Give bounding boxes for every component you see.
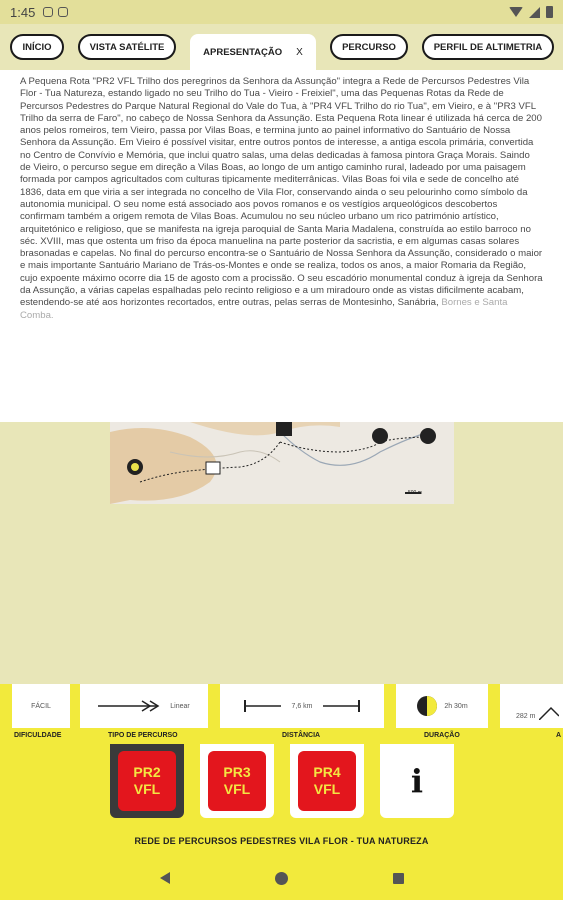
stats-strip bbox=[0, 684, 563, 730]
info-icon: i bbox=[410, 762, 424, 800]
route-suffix: VFL bbox=[133, 781, 161, 797]
tab-label: PERCURSO bbox=[342, 41, 396, 53]
altitude-cell bbox=[500, 684, 563, 728]
signal-icon bbox=[529, 7, 540, 18]
difficulty-label: DIFICULDADE bbox=[14, 732, 62, 739]
type-label: TIPO DE PERCURSO bbox=[108, 732, 178, 739]
bottom-panel bbox=[0, 744, 563, 856]
description-body: A Pequena Rota "PR2 VFL Trilho dos peregrinos da Senhora da Assunção" integra a Rede de Percursos Pedestres Vila Flor - Tua Natureza, estando ligado no seu Trilho do Tua - Vieiro - Freixiel", uma das Pequenas Rotas da Rede de Percursos Pedestres do Parque Natural Regional do Vale do Tua, à "PR4 VFL Trilho do rio Tua", em Vieiro, e à "PR3 VFL Trilho da serra de Faro", no cabeço de Nossa Senhora da Assunção. Esta Pequena Rota linear é utilizada há cerca de 200 anos pelos romeiros, tem Vieiro, passa por Vilas Boas, e termina junto ao painel informativo do Santuário de Nossa Senhora da Assunção. Em Vieiro é possível visitar, entre outros pontos de interesse, a antiga escola primária, convertida no Centro de Convívio e Memória, que inclui quatro salas, uma delas dedicadas à famosa pintora Graça Morais. Saindo de Vieiro, o percurso segue em direção a Vilas Boas, ao longo de um antigo caminho rural, ladeado por uma paisagem formada por campos agricultados com culturas tipicamente mediterrânicas. Vilas Boas foi vila e sede de concelho até 1836, data em que viria a ser integrada no concelho de Vila Flor, conservando ainda o seu pelourinho como símbolo da autonomia municipal. O seu nome está associado aos povos romanos e os vestígios arqueológicos descobertos confirmam também a origem remota de Vilas Boas. Acumulou no seu núcleo urbano um rico património artístico, arquitetónico e religioso, que se manifesta na igreja paroquial de Santa Maria Madalena, construída ao estilo barroco no séc. XVIII, mas que ostenta um friso da época manuelina na parte posterior da sacristia, e em algumas casas solares brasonadas e capelas. No final do percurso encontra-se o Santuário de Nossa Senhora da Assunção, considerado o maior e mais importante Santuário Mariano de Trás-os-Montes e onde se realiza, todos os anos, a maior Romaria da Região, cujo expoente máximo ocorre dia 15 de agosto com a procissão. O seu escadório monumental conduz à igreja da Senhora da Assunção, a várias capelas espalhadas pelo recinto religioso e a um miradouro onde as vistas dificilmente acabam, estendendo-se até aos horizontes recortados, entre outras, pelas serras de Montesinho, Sanábria, bbox=[20, 76, 543, 309]
route-map[interactable] bbox=[110, 422, 454, 504]
status-bar bbox=[0, 0, 563, 24]
tab-apresentacao[interactable] bbox=[190, 34, 316, 70]
tab-vista-satelite[interactable] bbox=[78, 34, 176, 60]
distance-cell bbox=[220, 684, 384, 728]
wifi-icon bbox=[509, 7, 523, 17]
tab-label: APRESENTAÇÃO bbox=[203, 46, 283, 58]
altitude-icon bbox=[539, 706, 559, 720]
tab-percurso[interactable] bbox=[330, 34, 408, 60]
altitude-value: 282 m bbox=[516, 713, 536, 720]
info-button[interactable] bbox=[380, 744, 454, 818]
difficulty-cell bbox=[12, 684, 70, 728]
route-badge bbox=[298, 751, 356, 811]
route-suffix: VFL bbox=[223, 781, 251, 797]
difficulty-value: FÁCIL bbox=[31, 702, 51, 710]
system-nav-bar bbox=[0, 856, 563, 900]
clock-icon bbox=[416, 695, 438, 717]
description-panel[interactable] bbox=[0, 70, 563, 422]
tab-perfil-altimetria[interactable] bbox=[422, 34, 554, 60]
route-badge bbox=[118, 751, 176, 811]
route-button-pr3[interactable] bbox=[200, 744, 274, 818]
tab-label: VISTA SATÉLITE bbox=[89, 41, 165, 53]
recent-apps-icon[interactable] bbox=[393, 873, 404, 884]
stats-labels bbox=[0, 730, 563, 744]
route-button-pr2[interactable] bbox=[110, 744, 184, 818]
notification-icon-2 bbox=[58, 7, 68, 17]
route-code: PR3 bbox=[223, 764, 251, 780]
map-graphic bbox=[110, 422, 454, 504]
battery-icon bbox=[546, 6, 553, 18]
distance-right-icon bbox=[321, 700, 361, 712]
notification-icon bbox=[43, 7, 53, 17]
duration-cell bbox=[396, 684, 488, 728]
status-time: 1:45 bbox=[10, 4, 36, 20]
tab-label: INÍCIO bbox=[22, 41, 52, 53]
distance-left-icon bbox=[243, 700, 283, 712]
duration-value: 2h 30m bbox=[444, 702, 468, 710]
home-icon[interactable] bbox=[275, 872, 288, 885]
back-icon[interactable] bbox=[160, 872, 170, 884]
tab-label: PERFIL DE ALTIMETRIA bbox=[433, 41, 543, 53]
duration-label: DURAÇÃO bbox=[424, 732, 460, 739]
route-code: PR4 bbox=[313, 764, 341, 780]
distance-value: 7,6 km bbox=[291, 702, 313, 710]
map-scale: 500 m bbox=[408, 490, 422, 496]
tab-bar bbox=[0, 24, 563, 70]
route-suffix: VFL bbox=[313, 781, 341, 797]
linear-route-icon bbox=[98, 699, 162, 713]
altitude-label: A bbox=[556, 732, 562, 739]
type-cell bbox=[80, 684, 208, 728]
tab-inicio[interactable] bbox=[10, 34, 64, 60]
route-badge bbox=[208, 751, 266, 811]
route-button-pr4[interactable] bbox=[290, 744, 364, 818]
close-icon[interactable]: X bbox=[296, 46, 303, 58]
type-value: Linear bbox=[170, 702, 190, 710]
distance-label: DISTÂNCIA bbox=[282, 732, 321, 739]
description-text bbox=[20, 76, 543, 322]
description-fade: Bornes e Santa Comba. bbox=[20, 297, 508, 321]
route-code: PR2 bbox=[133, 764, 161, 780]
network-title: REDE DE PERCURSOS PEDESTRES VILA FLOR - TUA NATUREZA bbox=[134, 836, 429, 846]
